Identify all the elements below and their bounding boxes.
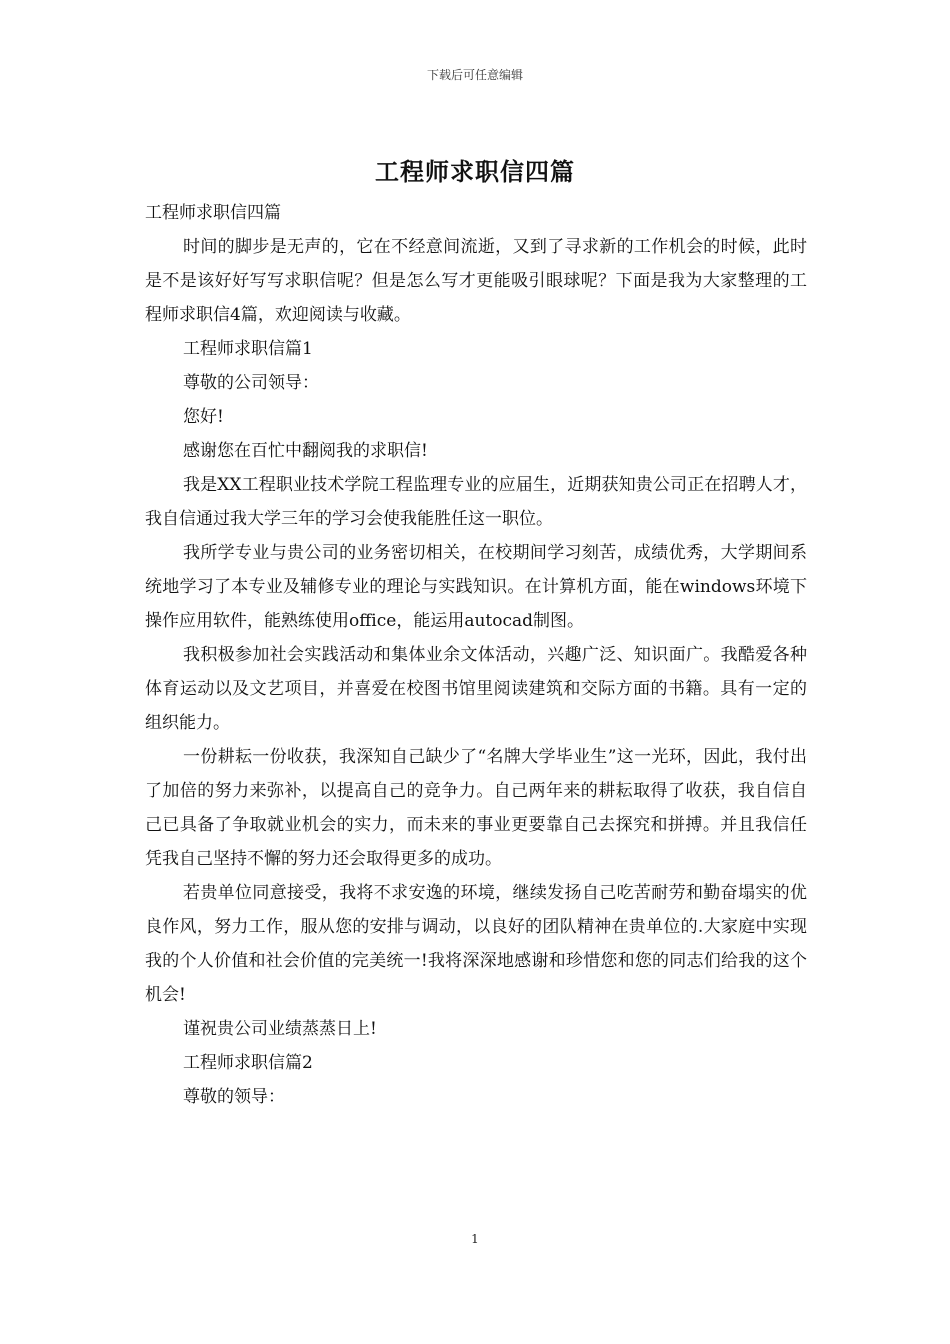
header-note: 下载后可任意编辑 bbox=[426, 68, 523, 82]
page-number: 1 bbox=[471, 1232, 479, 1246]
body-paragraph: 若贵单位同意接受，我将不求安逸的环境，继续发扬自己吃苦耐劳和勤奋塌实的优良作风，努力工作，服从您的安排与调动，以良好的团队精神在贵单位的.大家庭中实现我的个人价值和社会价值的完美统一!我将深深地感谢和珍惜您和您的同志们给我的这个机会! bbox=[145, 883, 807, 1005]
thanks-paragraph: 感谢您在百忙中翻阅我的求职信! bbox=[183, 441, 428, 461]
document-title: 工程师求职信四篇 bbox=[375, 157, 575, 186]
intro-paragraph: 时间的脚步是无声的，它在不经意间流逝，又到了寻求新的工作机会的时候，此时是不是该好好写写求职信呢？但是怎么写才更能吸引眼球呢？下面是我为大家整理的工程师求职信4篇，欢迎阅读与收藏。 bbox=[145, 237, 807, 325]
body-paragraph: 我是XX工程职业技术学院工程监理专业的应届生，近期获知贵公司正在招聘人才，我自信通过我大学三年的学习会使我能胜任这一职位。 bbox=[145, 475, 807, 529]
closing-paragraph: 谨祝贵公司业绩蒸蒸日上! bbox=[183, 1019, 377, 1039]
salutation-paragraph-2: 尊敬的领导： bbox=[183, 1087, 285, 1107]
salutation-paragraph: 尊敬的公司领导： bbox=[183, 373, 319, 393]
section-heading-1: 工程师求职信篇1 bbox=[183, 339, 313, 359]
body-paragraph: 我所学专业与贵公司的业务密切相关，在校期间学习刻苦，成绩优秀，大学期间系统地学习了本专业及辅修专业的理论与实践知识。在计算机方面，能在windows环境下操作应用软件，能熟练使用office，能运用autocad制图。 bbox=[145, 543, 807, 631]
section-heading-2: 工程师求职信篇2 bbox=[183, 1053, 313, 1073]
document-body bbox=[145, 196, 807, 1114]
subtitle-paragraph: 工程师求职信四篇 bbox=[145, 203, 281, 223]
body-paragraph: 一份耕耘一份收获，我深知自己缺少了“名牌大学毕业生”这一光环，因此，我付出了加倍的努力来弥补，以提高自己的竞争力。自己两年来的耕耘取得了收获，我自信自己已具备了争取就业机会的实力，而未来的事业更要靠自己去探究和拼搏。并且我信任凭我自己坚持不懈的努力还会取得更多的成功。 bbox=[145, 747, 807, 869]
body-paragraph: 我积极参加社会实践活动和集体业余文体活动，兴趣广泛、知识面广。我酷爱各种体育运动以及文艺项目，并喜爱在校图书馆里阅读建筑和交际方面的书籍。具有一定的组织能力。 bbox=[145, 645, 807, 733]
greeting-paragraph: 您好! bbox=[183, 407, 224, 427]
